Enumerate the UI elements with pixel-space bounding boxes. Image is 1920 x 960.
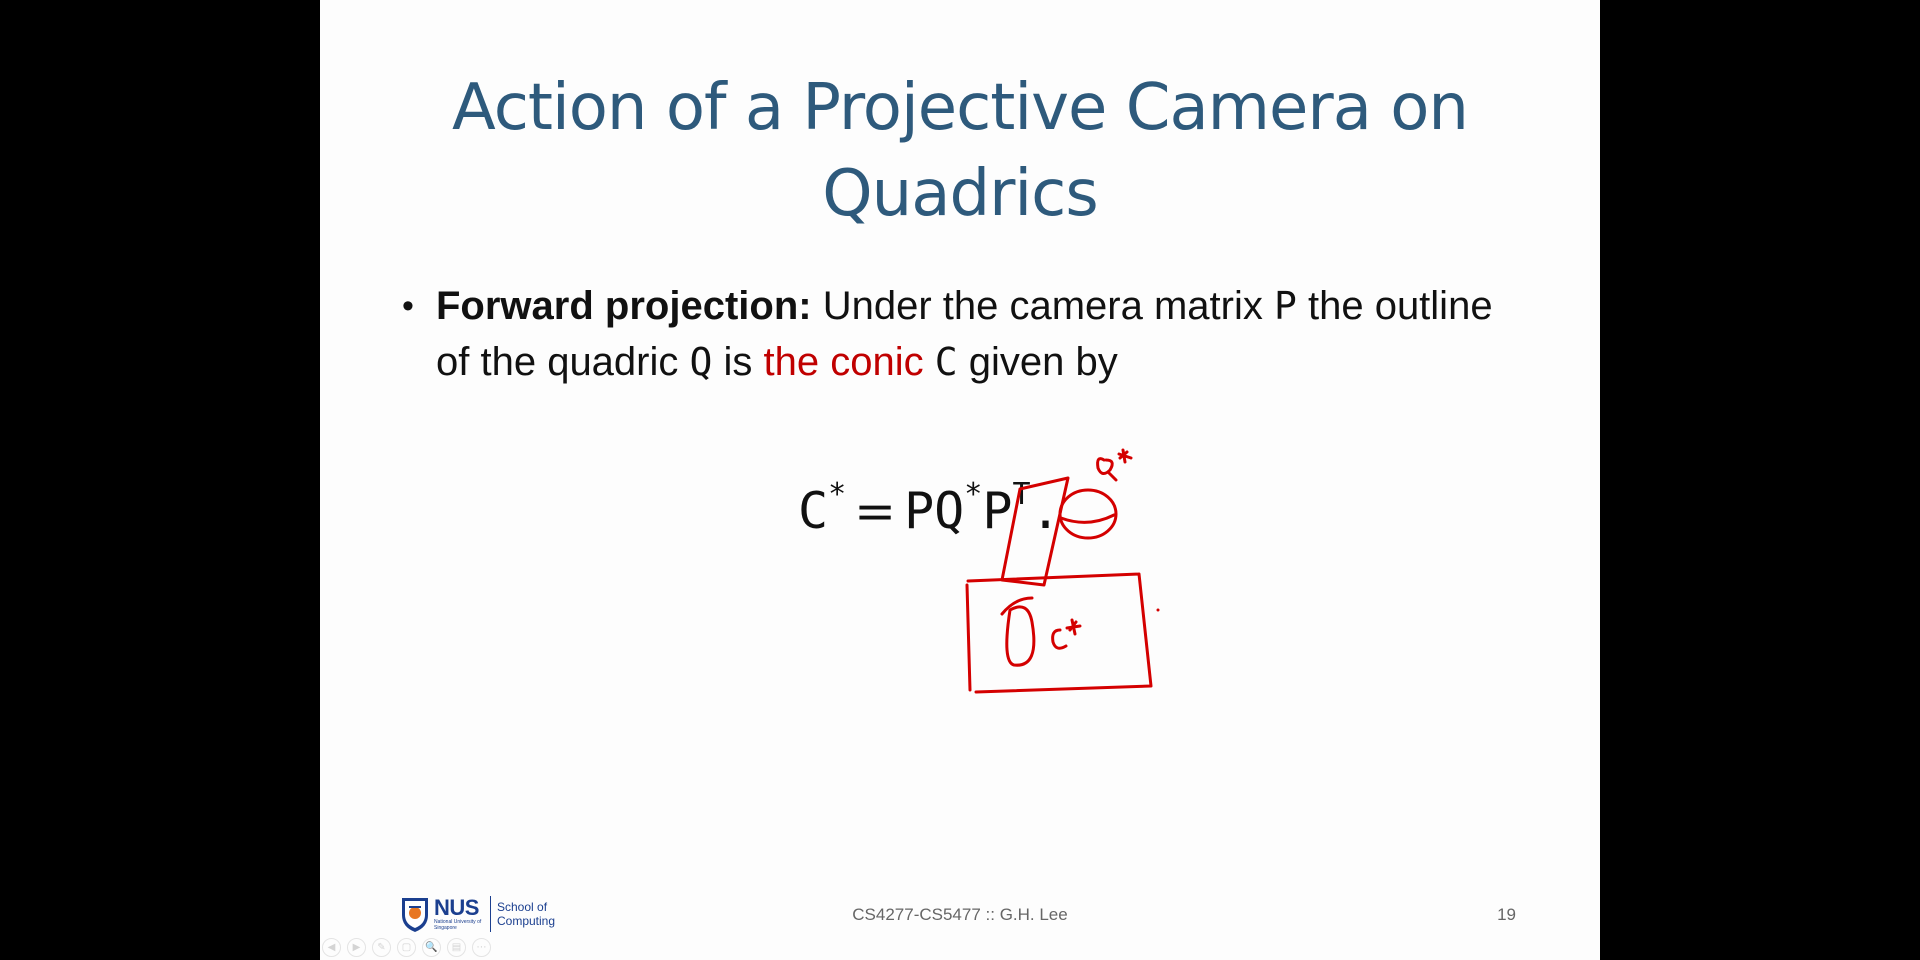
- bullet-text: [436, 278, 1522, 390]
- see-all-slides-button[interactable]: ▢: [397, 938, 416, 957]
- eq-rhs-sup-t: T: [1012, 477, 1031, 513]
- bullet-marker: •: [402, 287, 414, 325]
- bullet-point: [402, 278, 1522, 390]
- more-options-button[interactable]: ⋯: [472, 938, 491, 957]
- eq-period: .: [1030, 482, 1061, 540]
- slide-title: [320, 65, 1600, 237]
- bullet-text-part-1: Under the camera matrix: [811, 284, 1274, 328]
- math-var-p: P: [1273, 284, 1297, 328]
- math-var-c: C: [934, 340, 958, 384]
- logo-nus-text: NUS: [434, 895, 479, 920]
- eq-lhs-sup: *: [828, 477, 847, 513]
- sketch-projection-line: [1002, 598, 1032, 614]
- logo-school-text: School of Computing: [497, 900, 556, 928]
- bullet-text-part-3: is: [712, 340, 764, 384]
- sketch-quadric-equator: [1061, 515, 1114, 522]
- eq-rhs-p: P: [982, 482, 1013, 540]
- bullet-text-part-4: [924, 340, 935, 384]
- pen-tool-button[interactable]: ✎: [372, 938, 391, 957]
- slide-title-line-1: Action of a Projective Camera on: [452, 70, 1468, 145]
- sketch-label-c-star: [1053, 620, 1080, 648]
- page-number: 19: [1497, 905, 1516, 924]
- sketch-dot: [1157, 609, 1160, 612]
- footer-course: CS4277-CS5477 :: G.H. Lee: [852, 905, 1068, 924]
- logo-nus-subtext: National University of Singapore: [434, 919, 482, 931]
- slide: [320, 0, 1600, 960]
- eq-equals: =: [854, 482, 897, 540]
- equation: [798, 477, 1061, 540]
- sketch-label-q-star: [1098, 450, 1131, 480]
- bullet-bold-lead: Forward projection:: [436, 284, 812, 328]
- zoom-button[interactable]: 🔍: [422, 938, 441, 957]
- subtitles-button[interactable]: ▤: [447, 938, 466, 957]
- slide-title-line-2: Quadrics: [822, 156, 1098, 231]
- math-var-q: Q: [689, 340, 713, 384]
- bullet-text-part-5: given by: [957, 340, 1118, 384]
- next-slide-button[interactable]: ▶: [347, 938, 366, 957]
- eq-lhs: C: [798, 482, 829, 540]
- bullet-text-part-2: the outline of the quadric: [436, 284, 1493, 384]
- slideshow-nav-controls: [322, 938, 491, 957]
- highlight-the-conic: the conic: [763, 340, 924, 384]
- sketch-conic: [1007, 607, 1034, 665]
- eq-rhs-pq: PQ: [904, 482, 965, 540]
- sketch-image-frame: [967, 574, 1151, 692]
- previous-slide-button[interactable]: ◀: [322, 938, 341, 957]
- eq-rhs-sup: *: [964, 477, 983, 513]
- sketch-quadric: [1060, 490, 1116, 538]
